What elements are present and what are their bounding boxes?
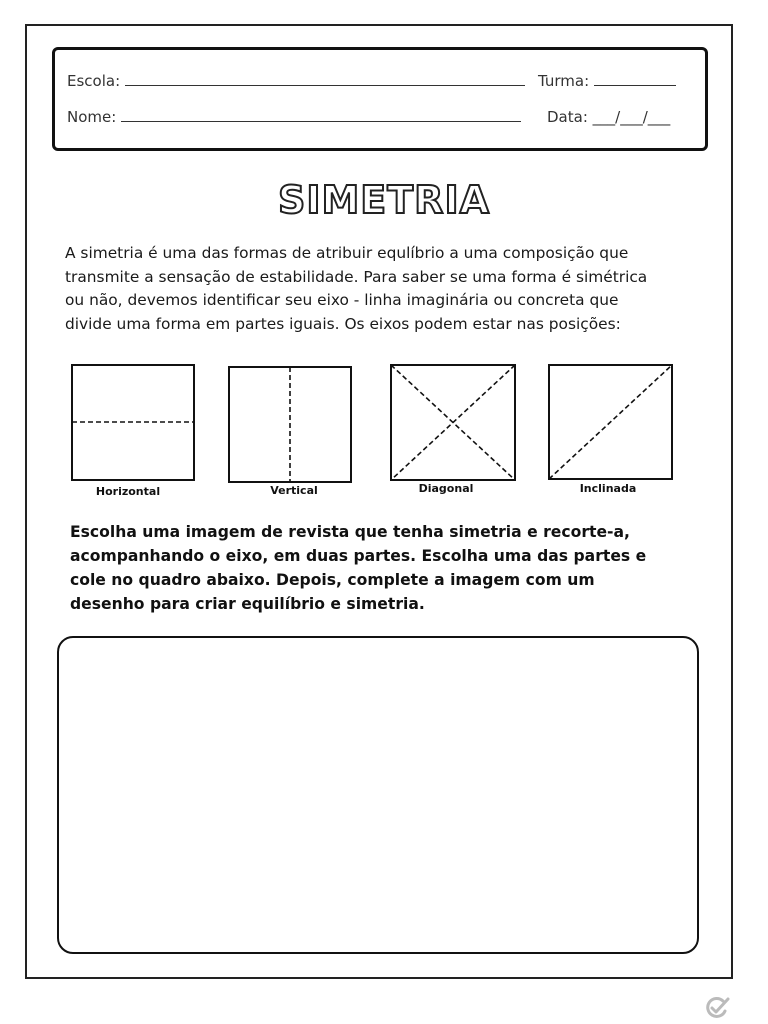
axis-vertical-diagram (229, 367, 351, 482)
instruction-line: Escolha uma imagem de revista que tenha simetria e recorte-a, (70, 523, 630, 541)
axis-label-inclined: Inclinada (579, 482, 637, 495)
intro-line: transmite a sensação de estabilidade. Para saber se uma forma é simétrica (65, 267, 648, 286)
date-label: Data: (547, 108, 588, 126)
intro-line: A simetria é uma das formas de atribuir equlíbrio a uma composição que (65, 244, 629, 262)
instruction-line: acompanhando o eixo, em duas partes. Escolha uma das partes e (70, 547, 647, 565)
school-label: Escola: (67, 72, 121, 90)
date-field[interactable]: ___/___/___ (592, 108, 671, 126)
axis-horizontal-diagram (72, 365, 194, 480)
class-label: Turma: (538, 72, 590, 90)
answer-box[interactable] (57, 636, 699, 954)
axis-diagonal-diagram (391, 365, 515, 480)
axis-label-diagonal: Diagonal (418, 482, 474, 495)
name-label: Nome: (67, 108, 117, 126)
intro-line: ou não, devemos identificar seu eixo - linha imaginária ou concreta que (65, 291, 619, 309)
intro-line: divide uma forma em partes iguais. Os eixos podem estar nas posições: (65, 314, 621, 333)
instruction-line: cole no quadro abaixo. Depois, complete a imagem com um (70, 571, 595, 589)
axis-label-vertical: Vertical (270, 484, 318, 497)
axis-inclined-diagram (549, 365, 672, 479)
axis-label-horizontal: Horizontal (95, 485, 161, 498)
instructions-paragraph (70, 520, 700, 616)
instruction-line: desenho para criar equilíbrio e simetria. (70, 595, 425, 613)
page-title: SIMETRIA (277, 178, 490, 222)
checkmark-logo-icon (703, 995, 731, 1021)
